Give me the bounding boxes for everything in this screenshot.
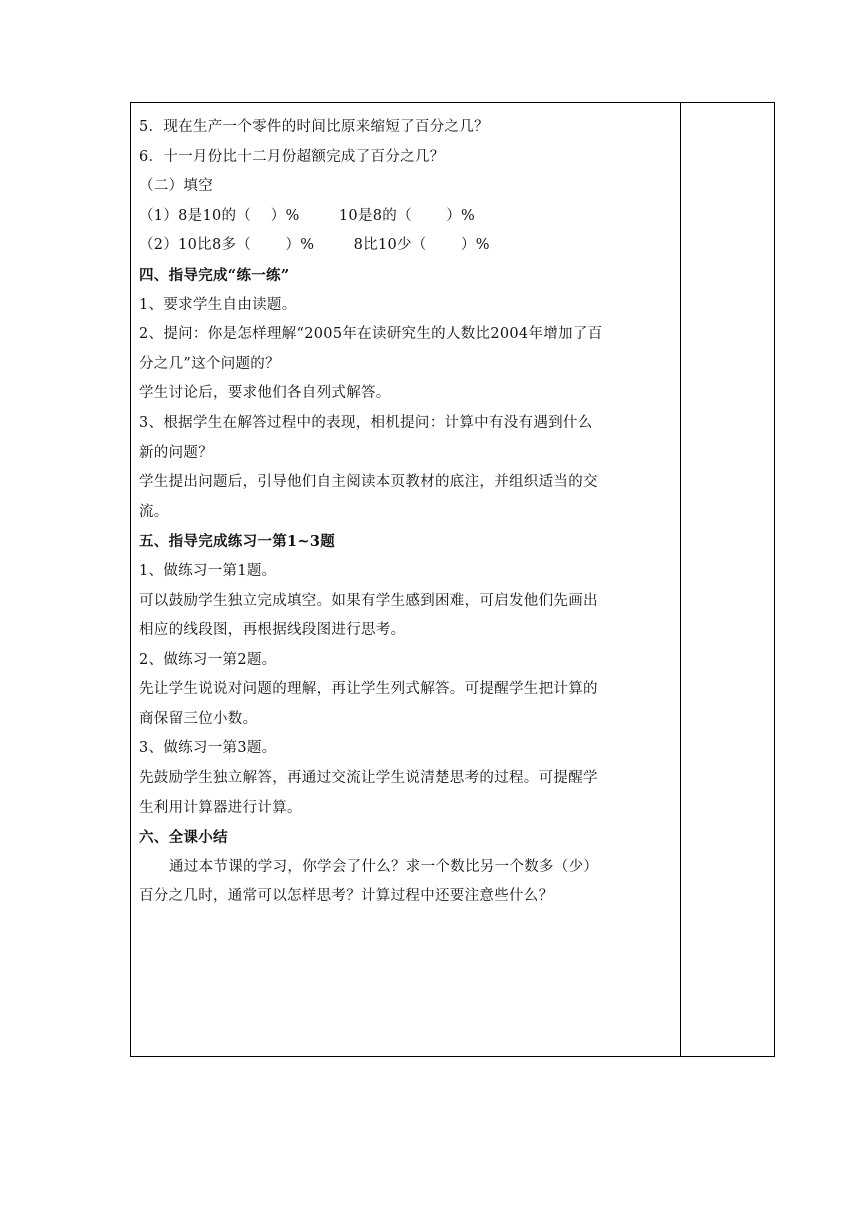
section-6-heading: 六、全课小结	[139, 829, 228, 847]
section-4-note-1: 学生讨论后，要求他们各自列式解答。	[139, 385, 391, 402]
section-5-note-3: 先鼓励学生独立解答，再通过交流让学生说清楚思考的过程。可提醒学	[139, 770, 598, 787]
section-4-note-2-cont: 流。	[139, 503, 169, 520]
fill-blank-title: （二）填空	[139, 178, 213, 195]
lesson-plan-table	[130, 102, 775, 1057]
fill-blank-1: （1）8是10的（ ）% 10是8的（ ）%	[139, 207, 476, 224]
section-5-note-2-cont: 商保留三位小数。	[139, 710, 258, 727]
section-4-step-2-cont: 分之几”这个问题的？	[139, 355, 280, 372]
summary-paragraph: 通过本节课的学习，你学会了什么？求一个数比另一个数多（少）	[169, 858, 599, 875]
section-5-step-3: 3、做练习一第3题。	[139, 740, 277, 757]
section-5-note-1-cont: 相应的线段图，再根据线段图进行思考。	[139, 622, 406, 639]
notes-cell	[681, 103, 774, 1056]
section-4-step-3: 3、根据学生在解答过程中的表现，相机提问：计算中有没有遇到什么	[139, 414, 593, 431]
summary-paragraph-cont: 百分之几时，通常可以怎样思考？计算过程中还要注意些什么？	[139, 888, 554, 905]
lesson-content-cell	[131, 103, 681, 1056]
section-4-step-2: 2、提问：你是怎样理解“2005年在读研究生的人数比2004年增加了百	[139, 326, 603, 343]
section-5-note-1: 可以鼓励学生独立完成填空。如果有学生感到困难，可启发他们先画出	[139, 592, 598, 609]
section-5-step-2: 2、做练习一第2题。	[139, 651, 277, 668]
section-4-step-3-cont: 新的问题？	[139, 444, 213, 461]
section-5-step-1: 1、做练习一第1题。	[139, 562, 277, 579]
fill-blank-2: （2）10比8多（ ）% 8比10少（ ）%	[139, 237, 490, 254]
section-4-heading: 四、指导完成“练一练”	[139, 266, 290, 284]
section-5-heading: 五、指导完成练习一第1~3题	[139, 533, 336, 551]
section-5-note-3-cont: 生利用计算器进行计算。	[139, 799, 302, 816]
question-6: 6．十一月份比十二月份超额完成了百分之几？	[139, 148, 445, 165]
section-5-note-2: 先让学生说说对问题的理解，再让学生列式解答。可提醒学生把计算的	[139, 681, 598, 698]
section-4-note-2: 学生提出问题后，引导他们自主阅读本页教材的底注，并组织适当的交	[139, 474, 598, 491]
section-4-step-1: 1、要求学生自由读题。	[139, 296, 297, 313]
question-5: 5．现在生产一个零件的时间比原来缩短了百分之几？	[139, 119, 489, 135]
